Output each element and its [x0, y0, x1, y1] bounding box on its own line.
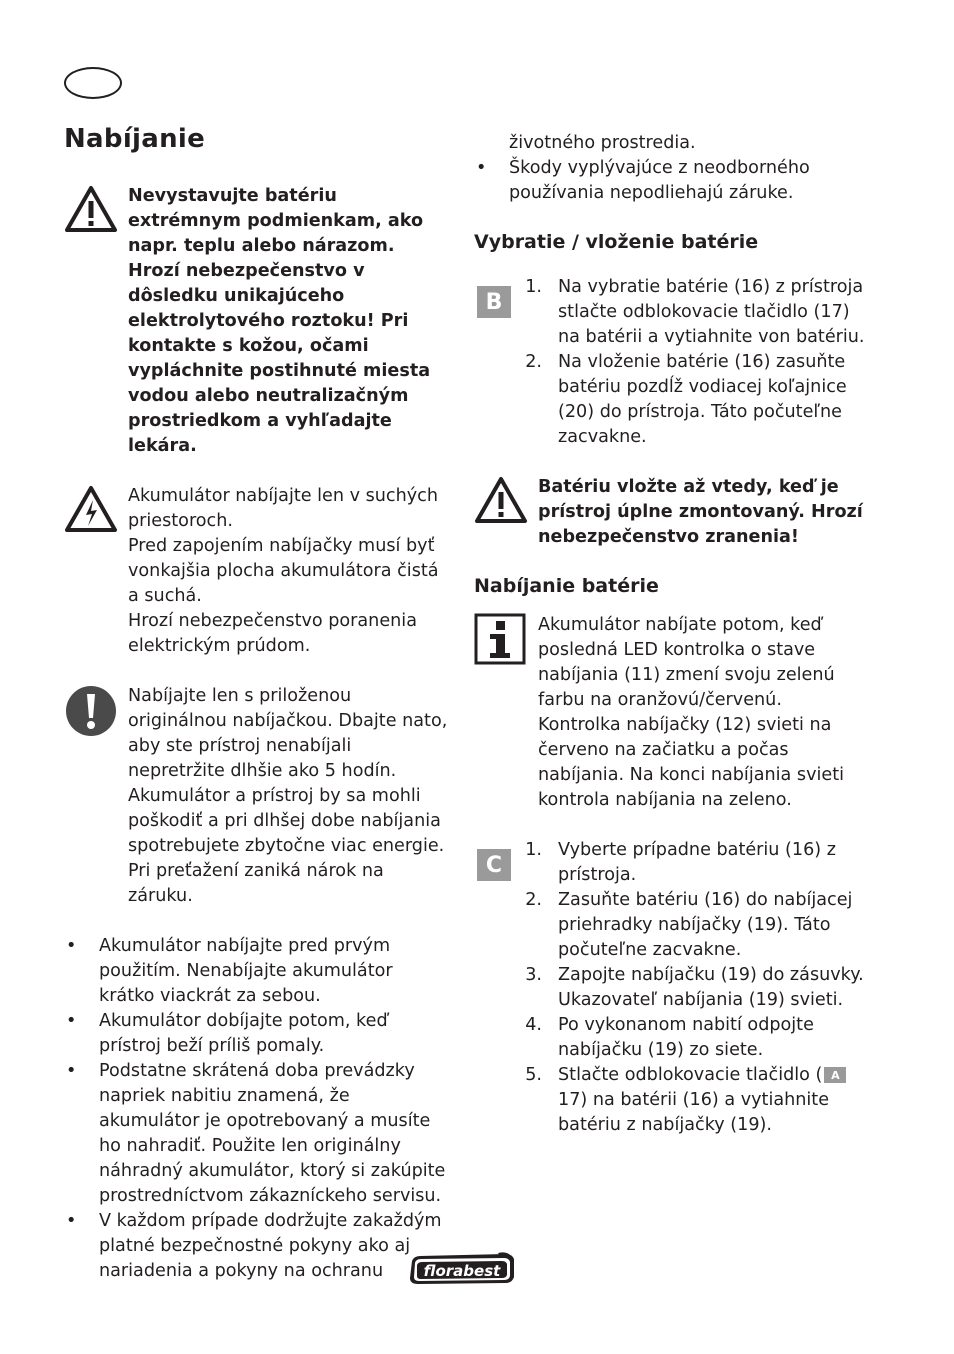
list-item: • V každom prípade dodržujte zakaždým platné bezpečnostné pokyny ako aj nariadenia a pokyny na ochranu — [66, 1211, 442, 1281]
section-heading-remove-insert: Vybratie / vloženie batérie — [474, 231, 759, 253]
steps-b-list — [474, 275, 866, 450]
section-heading-charging: Nabíjanie batérie — [474, 575, 659, 597]
list-item: • Podstatne skrátená doba prevádzky napriek nabitiu znamená, že akumulátor je opotrebovaný a musíte ho nahradiť. Použite len originálny náhradný akumulátor, ktorý si zakúpite prostredníctvom zákazníckeho servisu. — [66, 1061, 446, 1206]
list-item: 1. Vyberte prípadne batériu (16) z prístroja. — [525, 840, 836, 885]
language-badge — [64, 67, 122, 99]
warning-text-2: Batériu vložte až vtedy, keď je prístroj úplne zmontovaný. Hrozí nebezpečenstvo zranenia! — [538, 477, 863, 547]
left-column — [64, 180, 450, 1284]
list-item: 4. Po vykonanom nabití odpojte nabíjačku (19) zo siete. — [525, 1015, 814, 1060]
electric-text-3: Hrozí nebezpečenstvo poranenia elektrickým prúdom. — [128, 611, 417, 656]
warning-block — [64, 184, 450, 459]
warning-triangle-icon — [474, 475, 538, 550]
attention-text: Nabíjajte len s priloženou originálnou nabíjačkou. Dbajte nato, aby ste prístroj nenabíjali nepretržite dlhšie ako 5 hodín. Akumulátor a prístroj by sa mohli poškodiť a pri dlhšej dobe nabíjania spotrebujete zbytočne viac energie. Pri preťažení zaniká nárok na záruku. — [128, 686, 448, 906]
info-icon — [474, 613, 538, 813]
list-item: 2. Zasuňte batériu (16) do nabíjacej priehradky nabíjačky (19). Táto počuteľne zacvakne. — [525, 890, 853, 960]
steps-c-block — [474, 838, 866, 1138]
warning-block-2 — [474, 475, 866, 550]
warning-text: Nevystavujte batériu extrémnym podmienkam, ako napr. teplu alebo nárazom. Hrozí nebezpečenstvo v dôsledku unikajúceho elektrolytového roztoku! Pri kontakte s kožou, očami vypláchnite postihnuté miesta vodou alebo neutralizačným prostriedkom a vyhľadajte lekára. — [128, 186, 431, 456]
list-item: 2. Na vloženie batérie (16) zasuňte batériu pozdĺž vodiacej koľajnice (20) do prístroja. Táto počuteľne zacvakne. — [525, 352, 847, 447]
attention-block — [64, 684, 450, 909]
charging-tips-list — [64, 934, 450, 1284]
list-item: 1. Na vybratie batérie (16) z prístroja stlačte odblokovacie tlačidlo (17) na batérii a vytiahnite von batériu. — [525, 277, 865, 347]
list-item: Ukazovateľ nabíjania (19) svieti. — [558, 990, 844, 1010]
figure-c-badge: C — [477, 849, 511, 881]
list-item: 5. Stlačte odblokovacie tlačidlo ( A17) na batérii (16) a vytiahnite batériu z nabíjačky (19). — [474, 1063, 866, 1138]
electric-hazard-icon — [64, 484, 128, 659]
florabest-logo — [406, 1251, 518, 1287]
right-column — [474, 131, 866, 1138]
steps-c-list — [474, 838, 866, 1138]
list-item: 3. Zapojte nabíjačku (19) do zásuvky. — [525, 965, 864, 985]
svg-text:florabest: florabest — [423, 1262, 501, 1280]
list-item: • Škody vyplývajúce z neodborného používania nepodliehajú záruke. — [476, 158, 810, 203]
info-text-2: Kontrolka nabíjačky (12) svieti na červeno na začiatku a počas nabíjania. Na konci nabíjania svieti kontrola nabíjania na zeleno. — [538, 715, 844, 810]
electric-text-1: Akumulátor nabíjajte len v suchých priestoroch. — [128, 486, 438, 531]
attention-circle-icon — [64, 684, 128, 909]
list-item: • Akumulátor nabíjajte pred prvým použitím. Nenabíjajte akumulátor krátko viackrát za sebou. — [66, 936, 393, 1006]
continuation-text: životného prostredia. — [509, 133, 696, 153]
page-title: Nabíjanie — [64, 124, 206, 154]
steps-b-block — [474, 275, 866, 450]
info-text-1: Akumulátor nabíjate potom, keď posledná LED kontrolka o stave nabíjania (11) zmení svoju zelenú farbu na oranžovú/červenú. — [538, 615, 835, 710]
warning-triangle-icon — [64, 184, 128, 459]
figure-a-ref: A — [824, 1067, 846, 1083]
list-item: • Akumulátor dobíjajte potom, keď prístroj beží príliš pomaly. — [66, 1011, 388, 1056]
figure-b-badge: B — [477, 286, 511, 318]
electric-text-2: Pred zapojením nabíjačky musí byť vonkajšia plocha akumulátora čistá a suchá. — [128, 536, 439, 606]
info-block — [474, 613, 866, 813]
electric-hazard-block — [64, 484, 450, 659]
warranty-list — [474, 156, 866, 206]
